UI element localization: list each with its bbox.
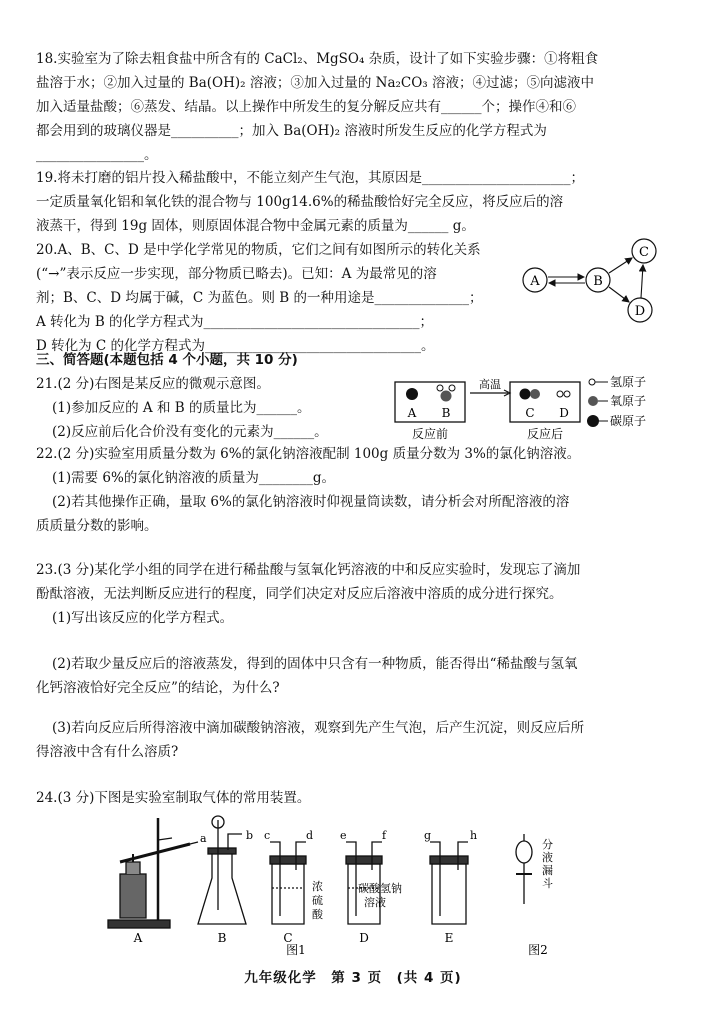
after-caption: 反应后 bbox=[526, 427, 564, 441]
q20-line4: A 转化为 B 的化学方程式为________________________________； bbox=[36, 314, 434, 330]
label-c: C bbox=[525, 406, 535, 420]
label-d: D bbox=[559, 406, 569, 420]
oxygen-atom bbox=[441, 391, 452, 402]
port-a: a bbox=[200, 832, 207, 845]
d-liquid-2: 溶液 bbox=[364, 896, 386, 909]
q21-line2: (1)参加反应的 A 和 B 的质量比为______。 bbox=[52, 400, 311, 416]
q19-line3: 液蒸干，得到 19g 固体，则原固体混合物中金属元素的质量为______ g。 bbox=[36, 218, 475, 234]
q24-apparatus-figure bbox=[100, 812, 580, 956]
fig2-caption: 图2 bbox=[528, 943, 548, 956]
arrow-label: 高温 bbox=[479, 378, 501, 391]
carbon-atom bbox=[406, 388, 418, 400]
oxygen-atom bbox=[530, 389, 540, 399]
legend-oxygen: 氧原子 bbox=[610, 394, 647, 408]
q23-line2: 酚酞溶液，无法判断反应进行的程度，同学们决定对反应后溶液中溶质的成分进行探究。 bbox=[36, 586, 563, 602]
arrow-b-to-c bbox=[609, 258, 632, 273]
label-a: A bbox=[407, 406, 417, 420]
c-liquid-1: 浓 bbox=[312, 880, 323, 893]
apparatus-a bbox=[108, 818, 198, 928]
arrow-b-to-d bbox=[609, 287, 629, 302]
q22-line2: (1)需要 6%的氯化钠溶液的质量为________g。 bbox=[52, 470, 335, 486]
funnel-label-1: 分 bbox=[542, 838, 553, 851]
q23-line1: 23.(3 分)某化学小组的同学在进行稀盐酸与氢氧化钙溶液的中和反应实验时，发现忘了滴加 bbox=[36, 562, 581, 578]
q22-line1: 22.(2 分)实验室用质量分数为 6%的氯化钠溶液配制 100g 质量分数为 3%的氯化钠溶液。 bbox=[36, 446, 581, 462]
q23-line3: (1)写出该反应的化学方程式。 bbox=[52, 610, 234, 626]
q19-line1: 19.将未打磨的铝片投入稀盐酸中，不能立刻产生气泡，其原因是______________________； bbox=[36, 170, 584, 186]
port-e: e bbox=[340, 829, 347, 842]
q22-line3: (2)若其他操作正确，量取 6%的氯化钠溶液时仰视量筒读数，请分析会对所配溶液的溶 bbox=[52, 494, 570, 510]
q18-line5: ________________。 bbox=[36, 147, 158, 163]
funnel-label-2: 液 bbox=[542, 851, 553, 864]
q21-line1: 21.(2 分)右图是某反应的微观示意图。 bbox=[36, 376, 270, 392]
q21-line3: (2)反应前后化合价没有变化的元素为______。 bbox=[52, 424, 328, 440]
q18-line1: 18.实验室为了除去粗食盐中所含有的 CaCl₂、MgSO₄ 杂质，设计了如下实验步骤：①将粗食 bbox=[36, 51, 599, 67]
label-b: B bbox=[441, 406, 451, 420]
port-g: g bbox=[424, 829, 432, 842]
node-c-label: C bbox=[639, 245, 649, 260]
hydrogen-atom bbox=[437, 385, 443, 391]
q18-line3: 加入适量盐酸；⑥蒸发、结晶。以上操作中所发生的复分解反应共有______个；操作④和⑥ bbox=[36, 99, 576, 115]
q22-line4: 质质量分数的影响。 bbox=[36, 518, 158, 534]
legend-carbon: 碳原子 bbox=[610, 414, 647, 428]
legend-hydrogen: 氢原子 bbox=[610, 375, 647, 389]
port-c: c bbox=[264, 829, 271, 842]
arrow-d-to-c bbox=[641, 265, 643, 298]
label-apparatus-a: A bbox=[133, 931, 143, 945]
node-d-label: D bbox=[634, 304, 646, 319]
q20-line1: 20.A、B、C、D 是中学化学常见的物质，它们之间有如图所示的转化关系 bbox=[36, 242, 481, 258]
port-h: h bbox=[470, 829, 478, 842]
q23-line4: (2)若取少量反应后的溶液蒸发，得到的固体中只含有一种物质，能否得出“稀盐酸与氢氧 bbox=[52, 656, 578, 672]
port-f: f bbox=[382, 829, 387, 842]
d-liquid-1: 碳酸氢钠 bbox=[358, 882, 402, 895]
hydrogen-atom bbox=[557, 391, 563, 397]
label-apparatus-c: C bbox=[283, 931, 293, 945]
q20-line3: 剂；B、C、D 均属于碱，C 为蓝色。则 B 的一种用途是______________； bbox=[36, 290, 483, 306]
q18-line2: 盐溶于水；②加入过量的 Ba(OH)₂ 溶液；③加入过量的 Na₂CO₃ 溶液；④过滤；⑤向滤液中 bbox=[36, 75, 595, 91]
label-apparatus-b: B bbox=[217, 931, 227, 945]
node-a-label: A bbox=[530, 274, 540, 289]
apparatus-e bbox=[430, 842, 468, 924]
node-b-label: B bbox=[593, 274, 603, 289]
hydrogen-atom bbox=[449, 385, 455, 391]
q23-line5: 化钙溶液恰好完全反应”的结论，为什么? bbox=[36, 680, 280, 696]
port-d: d bbox=[306, 829, 314, 842]
q20-line2: (“→”表示反应一步实现，部分物质已略去)。已知：A 为最常见的溶 bbox=[36, 266, 437, 282]
q20-line5: D 转化为 C 的化学方程式为________________________________。 bbox=[36, 338, 435, 354]
separatory-funnel bbox=[516, 834, 532, 904]
port-b: b bbox=[246, 829, 254, 842]
before-caption: 反应前 bbox=[411, 427, 449, 441]
q21-micro-diagram bbox=[394, 374, 694, 444]
fig1-caption: 图1 bbox=[286, 943, 306, 956]
q20-transformation-diagram bbox=[514, 236, 664, 328]
carbon-atom bbox=[520, 389, 531, 400]
q23-line6: (3)若向反应后所得溶液中滴加碳酸钠溶液，观察到先产生气泡，后产生沉淀，则反应后所 bbox=[52, 720, 585, 736]
q19-line2: 一定质量氧化铝和氧化铁的混合物与 100g14.6%的稀盐酸恰好完全反应，将反应后的溶 bbox=[36, 194, 564, 210]
apparatus-c bbox=[270, 842, 306, 924]
funnel-label-3: 漏 bbox=[542, 864, 553, 877]
label-apparatus-e: E bbox=[444, 931, 454, 945]
q23-line7: 得溶液中含有什么溶质? bbox=[36, 744, 179, 760]
label-apparatus-d: D bbox=[359, 931, 369, 945]
funnel-label-4: 斗 bbox=[542, 877, 553, 890]
page-footer: 九年级化学 第 3 页 (共 4 页) bbox=[244, 970, 462, 986]
c-liquid-2: 硫 bbox=[312, 894, 323, 907]
q24-line1: 24.(3 分)下图是实验室制取气体的常用装置。 bbox=[36, 790, 311, 806]
q18-line4: 都会用到的玻璃仪器是__________；加入 Ba(OH)₂ 溶液时所发生反应的化学方程式为 bbox=[36, 123, 547, 139]
section3-heading: 三、简答题(本题包括 4 个小题，共 10 分) bbox=[36, 352, 298, 368]
c-liquid-3: 酸 bbox=[312, 908, 323, 921]
hydrogen-atom bbox=[564, 391, 570, 397]
